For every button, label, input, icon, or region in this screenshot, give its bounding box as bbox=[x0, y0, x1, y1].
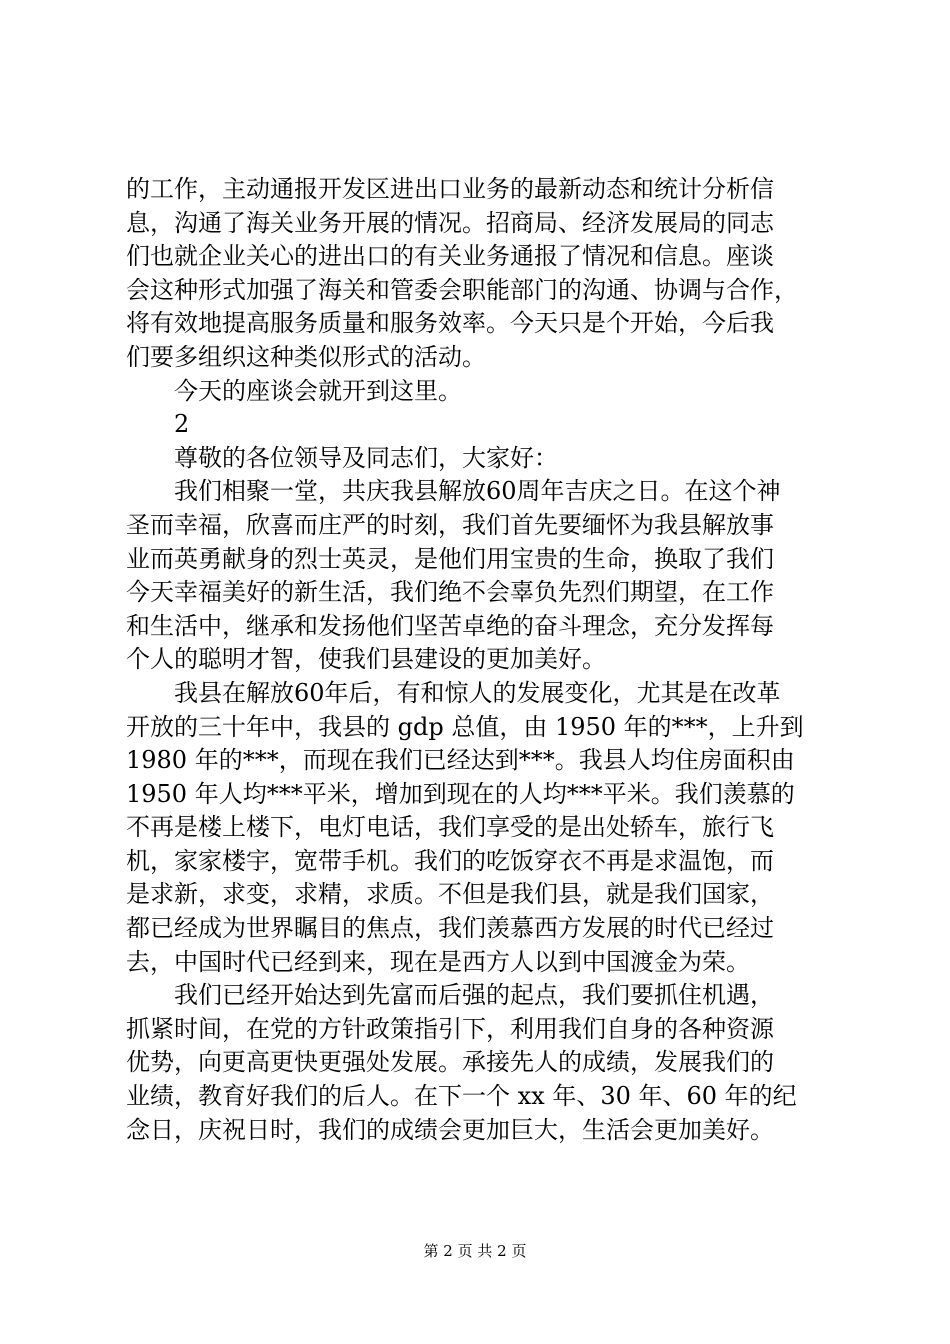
text-line: 优势，向更高更快更强处发展。承接先人的成绩，发展我们的 bbox=[126, 1048, 774, 1077]
text-line: 息，沟通了海关业务开展的情况。招商局、经济发展局的同志 bbox=[126, 208, 774, 237]
text-line: 念日，庆祝日时，我们的成绩会更加巨大，生活会更加美好。 bbox=[126, 1115, 774, 1144]
text-line: 个人的聪明才智，使我们县建设的更加美好。 bbox=[126, 645, 606, 674]
text-line: 开放的三十年中，我县的 gdp 总值，由 1950 年的***，上升到 bbox=[126, 712, 804, 741]
text-line: 不再是楼上楼下，电灯电话，我们享受的是出处轿车，旅行飞 bbox=[126, 813, 774, 842]
text-line: 1950 年人均***平米，增加到现在的人均***平米。我们羡慕的 bbox=[126, 779, 795, 808]
text-line: 尊敬的各位领导及同志们，大家好： bbox=[174, 443, 558, 472]
text-line: 今天幸福美好的新生活，我们绝不会辜负先烈们期望，在工作 bbox=[126, 578, 774, 607]
text-line: 都已经成为世界瞩目的焦点，我们羡慕西方发展的时代已经过 bbox=[126, 914, 774, 943]
text-line: 和生活中，继承和发扬他们坚苦卓绝的奋斗理念，充分发挥每 bbox=[126, 611, 774, 640]
text-line: 我们已经开始达到先富而后强的起点，我们要抓住机遇， bbox=[174, 981, 774, 1010]
text-line: 们也就企业关心的进出口的有关业务通报了情况和信息。座谈 bbox=[126, 242, 774, 271]
text-line: 业而英勇献身的烈士英灵，是他们用宝贵的生命，换取了我们 bbox=[126, 544, 774, 573]
text-line: 机，家家楼宇，宽带手机。我们的吃饭穿衣不再是求温饱，而 bbox=[126, 846, 774, 875]
text-line: 抓紧时间，在党的方针政策指引下，利用我们自身的各种资源 bbox=[126, 1014, 774, 1043]
text-line: 业绩，教育好我们的后人。在下一个 xx 年、30 年、60 年的纪 bbox=[126, 1082, 797, 1111]
text-line: 会这种形式加强了海关和管委会职能部门的沟通、协调与合作， bbox=[126, 275, 798, 304]
text-line: 我们相聚一堂，共庆我县解放60周年吉庆之日。在这个神 bbox=[174, 477, 781, 506]
text-line: 今天的座谈会就开到这里。 bbox=[174, 376, 462, 405]
text-line: 1980 年的***，而现在我们已经达到***。我县人均住房面积由 bbox=[126, 746, 795, 775]
page-footer: 第 2 页 共 2 页 bbox=[423, 1242, 527, 1260]
text-line: 的工作，主动通报开发区进出口业务的最新动态和统计分析信 bbox=[126, 175, 774, 203]
text-line: 去，中国时代已经到来，现在是西方人以到中国渡金为荣。 bbox=[126, 947, 750, 976]
text-line: 将有效地提高服务质量和服务效率。今天只是个开始，今后我 bbox=[126, 309, 774, 338]
document-body bbox=[126, 173, 838, 1147]
text-line: 我县在解放60年后，有和惊人的发展变化，尤其是在改革 bbox=[174, 678, 781, 707]
text-line: 们要多组织这种类似形式的活动。 bbox=[126, 342, 486, 371]
text-line: 是求新，求变，求精，求质。不但是我们县，就是我们国家， bbox=[126, 880, 774, 909]
text-line: 圣而幸福，欣喜而庄严的时刻，我们首先要缅怀为我县解放事 bbox=[126, 510, 774, 539]
text-line: 2 bbox=[174, 410, 190, 439]
